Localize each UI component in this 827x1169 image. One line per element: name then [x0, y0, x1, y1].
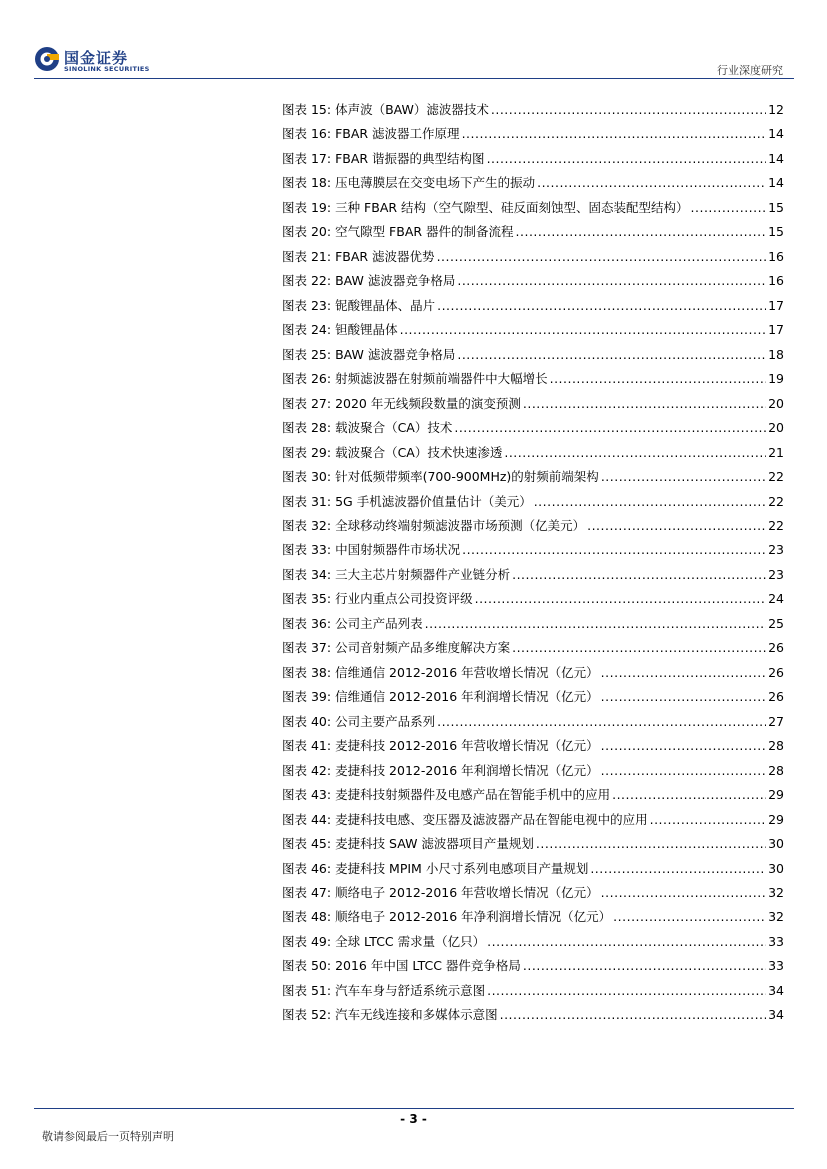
toc-entry-page: 17 [768, 297, 784, 313]
toc-entry[interactable] [282, 832, 784, 856]
toc-dot-leader [457, 343, 766, 367]
toc-entry[interactable] [282, 954, 784, 978]
toc-dot-leader [437, 294, 766, 318]
toc-dot-leader [612, 783, 766, 807]
toc-entry-label: 图表 20: [282, 224, 332, 240]
toc-entry-label: 图表 27: [282, 395, 332, 411]
toc-entry-label: 图表 25: [282, 346, 332, 362]
toc-entry[interactable] [282, 636, 784, 660]
toc-entry-title: 公司主要产品系列 [335, 713, 436, 729]
toc-entry-label: 图表 47: [282, 885, 332, 900]
toc-entry[interactable] [282, 587, 784, 611]
toc-entry-label: 图表 18: [282, 175, 332, 191]
toc-entry-page: 18 [768, 346, 784, 362]
toc-entry[interactable] [282, 661, 784, 685]
toc-entry-title: 顺络电子 2012-2016 年净利润增长情况（亿元） [335, 909, 612, 925]
toc-entry-title: 铌酸锂晶体、晶片 [335, 297, 436, 313]
toc-entry-page: 14 [768, 175, 784, 191]
toc-entry-title: 针对低频带频率(700-900MHz)的射频前端架构 [335, 469, 599, 485]
toc-dot-leader [601, 759, 766, 783]
toc-entry-label: 图表 46: [282, 860, 332, 876]
toc-entry-title: 全球移动终端射频滤波器市场预测（亿美元） [335, 517, 586, 533]
toc-dot-leader [601, 685, 766, 709]
disclaimer-text: 敬请参阅最后一页特别声明 [42, 1130, 174, 1143]
logo-english-name: SINOLINK SECURITIES [64, 65, 150, 73]
toc-dot-leader [462, 538, 766, 562]
toc-entry[interactable] [282, 783, 784, 807]
toc-entry[interactable] [282, 147, 784, 171]
toc-entry[interactable] [282, 514, 784, 538]
toc-entry[interactable] [282, 979, 784, 1003]
toc-dot-leader [601, 734, 766, 758]
toc-dot-leader [504, 441, 766, 465]
toc-entry-label: 图表 51: [282, 982, 332, 998]
toc-entry-title: 行业内重点公司投资评级 [335, 591, 473, 607]
toc-entry-label: 图表 40: [282, 713, 332, 729]
toc-entry-page: 12 [768, 102, 784, 117]
toc-dot-leader [400, 318, 767, 342]
toc-entry-label: 图表 29: [282, 444, 332, 460]
toc-entry-label: 图表 32: [282, 517, 332, 533]
toc-entry-title: 麦捷科技 SAW 滤波器项目产量规划 [335, 836, 534, 852]
toc-dot-leader [487, 979, 766, 1003]
toc-entry-title: 三种 FBAR 结构（空气隙型、硅反面刻蚀型、固态装配型结构） [335, 199, 689, 215]
page-header [0, 0, 827, 80]
toc-dot-leader [475, 587, 767, 611]
toc-dot-leader [590, 857, 766, 881]
toc-entry-page: 20 [768, 395, 784, 411]
toc-entry[interactable] [282, 685, 784, 709]
toc-entry[interactable] [282, 759, 784, 783]
toc-entry-title: 载波聚合（CA）技术 [335, 420, 453, 436]
toc-entry-label: 图表 49: [282, 933, 332, 949]
toc-entry-label: 图表 24: [282, 322, 332, 338]
toc-entry-page: 29 [768, 787, 784, 803]
toc-entry-title: 5G 手机滤波器价值量估计（美元） [335, 493, 532, 509]
toc-entry-label: 图表 17: [282, 150, 332, 166]
toc-dot-leader [601, 661, 766, 685]
toc-entry-label: 图表 37: [282, 640, 332, 656]
toc-entry-label: 图表 35: [282, 591, 332, 607]
toc-entry-title: 麦捷科技射频器件及电感产品在智能手机中的应用 [335, 787, 611, 803]
toc-entry-page: 33 [768, 933, 784, 949]
toc-dot-leader [613, 905, 766, 929]
toc-entry[interactable] [282, 612, 784, 636]
toc-entry-page: 32 [768, 885, 784, 900]
toc-entry-page: 22 [768, 493, 784, 509]
toc-entry-title: 公司主产品列表 [335, 615, 423, 631]
toc-dot-leader [536, 832, 766, 856]
toc-entry[interactable] [282, 245, 784, 269]
toc-entry-page: 20 [768, 420, 784, 436]
toc-entry-page: 24 [768, 591, 784, 607]
toc-entry-title: 2020 年无线频段数量的演变预测 [335, 395, 521, 411]
toc-entry-label: 图表 22: [282, 273, 332, 289]
toc-entry-page: 16 [768, 273, 784, 289]
toc-entry-label: 图表 39: [282, 689, 332, 705]
toc-entry-page: 25 [768, 615, 784, 631]
toc-entry-page: 22 [768, 469, 784, 485]
toc-entry-label: 图表 33: [282, 542, 332, 558]
toc-entry-page: 30 [768, 836, 784, 852]
toc-entry[interactable] [282, 465, 784, 489]
toc-entry-page: 22 [768, 517, 784, 533]
toc-entry[interactable] [282, 538, 784, 562]
toc-dot-leader [491, 98, 766, 122]
toc-entry-page: 17 [768, 322, 784, 338]
toc-entry[interactable] [282, 710, 784, 734]
figure-index-list [282, 98, 784, 1028]
toc-entry-page: 34 [768, 982, 784, 998]
toc-entry-label: 图表 15: [282, 102, 332, 117]
toc-entry[interactable] [282, 857, 784, 881]
sinolink-logo-icon [34, 46, 60, 72]
toc-entry-label: 图表 23: [282, 297, 332, 313]
toc-entry-label: 图表 21: [282, 248, 332, 264]
toc-entry-page: 30 [768, 860, 784, 876]
toc-entry[interactable] [282, 220, 784, 244]
toc-entry-title: 2016 年中国 LTCC 器件竞争格局 [335, 958, 521, 974]
toc-entry-label: 图表 50: [282, 958, 332, 974]
toc-entry-page: 15 [768, 199, 784, 215]
toc-entry-label: 图表 41: [282, 738, 332, 754]
toc-entry[interactable] [282, 563, 784, 587]
toc-entry-title: 压电薄膜层在交变电场下产生的振动 [335, 175, 536, 191]
toc-entry-page: 23 [768, 566, 784, 582]
toc-entry-page: 14 [768, 150, 784, 166]
toc-entry-label: 图表 48: [282, 909, 332, 925]
toc-dot-leader [457, 269, 766, 293]
toc-entry[interactable] [282, 416, 784, 440]
toc-entry-page: 27 [768, 713, 784, 729]
toc-entry-page: 23 [768, 542, 784, 558]
toc-entry-page: 19 [768, 371, 784, 387]
toc-entry-label: 图表 16: [282, 126, 332, 142]
toc-entry[interactable] [282, 1003, 784, 1027]
toc-entry-label: 图表 42: [282, 762, 332, 778]
toc-entry-page: 14 [768, 126, 784, 142]
toc-entry-title: FBAR 滤波器优势 [335, 248, 435, 264]
toc-entry[interactable] [282, 905, 784, 929]
toc-dot-leader [516, 220, 767, 244]
toc-entry-page: 26 [768, 664, 784, 680]
toc-entry-title: 全球 LTCC 需求量（亿只） [335, 933, 486, 949]
toc-entry-title: 麦捷科技 MPIM 小尺寸系列电感项目产量规划 [335, 860, 589, 876]
toc-dot-leader [550, 367, 767, 391]
toc-entry-title: BAW 滤波器竞争格局 [335, 273, 456, 289]
toc-dot-leader [487, 147, 767, 171]
toc-dot-leader [437, 710, 766, 734]
toc-dot-leader [454, 416, 766, 440]
toc-entry[interactable] [282, 392, 784, 416]
toc-entry-page: 29 [768, 811, 784, 827]
toc-dot-leader [500, 1003, 767, 1027]
toc-entry[interactable] [282, 318, 784, 342]
toc-entry[interactable] [282, 367, 784, 391]
toc-entry[interactable] [282, 881, 784, 905]
toc-dot-leader [601, 465, 766, 489]
toc-dot-leader [523, 392, 766, 416]
toc-entry-title: 汽车无线连接和多媒体示意图 [335, 1007, 498, 1023]
toc-dot-leader [601, 881, 766, 905]
toc-entry-label: 图表 38: [282, 664, 332, 680]
toc-entry-page: 28 [768, 762, 784, 778]
toc-entry-label: 图表 34: [282, 566, 332, 582]
toc-entry-page: 26 [768, 689, 784, 705]
toc-entry-page: 16 [768, 248, 784, 264]
toc-entry[interactable] [282, 490, 784, 514]
toc-entry-title: 顺络电子 2012-2016 年营收增长情况（亿元） [335, 885, 599, 900]
toc-dot-leader [523, 954, 766, 978]
toc-dot-leader [512, 563, 766, 587]
toc-entry[interactable] [282, 122, 784, 146]
toc-dot-leader [512, 636, 766, 660]
toc-entry-label: 图表 31: [282, 493, 332, 509]
toc-entry-title: FBAR 滤波器工作原理 [335, 126, 460, 142]
toc-entry-label: 图表 36: [282, 615, 332, 631]
toc-entry[interactable] [282, 343, 784, 367]
toc-dot-leader [534, 490, 766, 514]
toc-entry[interactable] [282, 98, 784, 122]
toc-entry[interactable] [282, 930, 784, 954]
toc-entry-title: 汽车车身与舒适系统示意图 [335, 982, 486, 998]
toc-entry[interactable] [282, 171, 784, 195]
toc-entry-title: BAW 滤波器竞争格局 [335, 346, 456, 362]
toc-entry-page: 33 [768, 958, 784, 974]
toc-entry-page: 15 [768, 224, 784, 240]
toc-entry-page: 32 [768, 909, 784, 925]
page-number: - 3 - [400, 1112, 427, 1126]
toc-entry-page: 34 [768, 1007, 784, 1023]
logo-chinese-name: 国金证券 [64, 49, 129, 67]
toc-entry-page: 28 [768, 738, 784, 754]
toc-entry-label: 图表 26: [282, 371, 332, 387]
toc-entry-title: 麦捷科技电感、变压器及滤波器产品在智能电视中的应用 [335, 811, 648, 827]
toc-entry-page: 21 [768, 444, 784, 460]
toc-entry-label: 图表 44: [282, 811, 332, 827]
toc-entry-label: 图表 30: [282, 469, 332, 485]
toc-entry-title: 载波聚合（CA）技术快速渗透 [335, 444, 503, 460]
toc-entry-title: 麦捷科技 2012-2016 年利润增长情况（亿元） [335, 762, 599, 778]
toc-entry-label: 图表 43: [282, 787, 332, 803]
toc-dot-leader [650, 808, 767, 832]
toc-entry-title: 中国射频器件市场状况 [335, 542, 461, 558]
company-logo [34, 46, 164, 76]
toc-dot-leader [537, 171, 766, 195]
toc-entry-label: 图表 45: [282, 836, 332, 852]
toc-entry-title: 空气隙型 FBAR 器件的制备流程 [335, 224, 514, 240]
toc-entry-page: 26 [768, 640, 784, 656]
toc-entry[interactable] [282, 734, 784, 758]
toc-dot-leader [487, 930, 766, 954]
toc-dot-leader [587, 514, 766, 538]
toc-entry-title: 射频滤波器在射频前端器件中大幅增长 [335, 371, 548, 387]
toc-entry-title: 体声波（BAW）滤波器技术 [335, 102, 489, 117]
header-divider [34, 78, 794, 79]
toc-entry[interactable] [282, 269, 784, 293]
toc-dot-leader [691, 196, 767, 220]
toc-dot-leader [425, 612, 767, 636]
toc-entry-title: FBAR 谐振器的典型结构图 [335, 150, 485, 166]
report-type-label: 行业深度研究 [717, 64, 783, 77]
toc-entry-title: 公司音射频产品多维度解决方案 [335, 640, 511, 656]
toc-entry-label: 图表 28: [282, 420, 332, 436]
toc-dot-leader [437, 245, 767, 269]
toc-entry[interactable] [282, 294, 784, 318]
toc-entry-label: 图表 52: [282, 1007, 332, 1023]
toc-entry[interactable] [282, 808, 784, 832]
toc-entry-title: 麦捷科技 2012-2016 年营收增长情况（亿元） [335, 738, 599, 754]
toc-entry-title: 钽酸锂晶体 [335, 322, 398, 338]
toc-entry-title: 信维通信 2012-2016 年利润增长情况（亿元） [335, 689, 599, 705]
toc-entry-title: 信维通信 2012-2016 年营收增长情况（亿元） [335, 664, 599, 680]
toc-entry[interactable] [282, 441, 784, 465]
toc-entry-title: 三大主芯片射频器件产业链分析 [335, 566, 511, 582]
footer-divider [34, 1108, 794, 1109]
toc-dot-leader [462, 122, 767, 146]
toc-entry[interactable] [282, 196, 784, 220]
toc-entry-label: 图表 19: [282, 199, 332, 215]
